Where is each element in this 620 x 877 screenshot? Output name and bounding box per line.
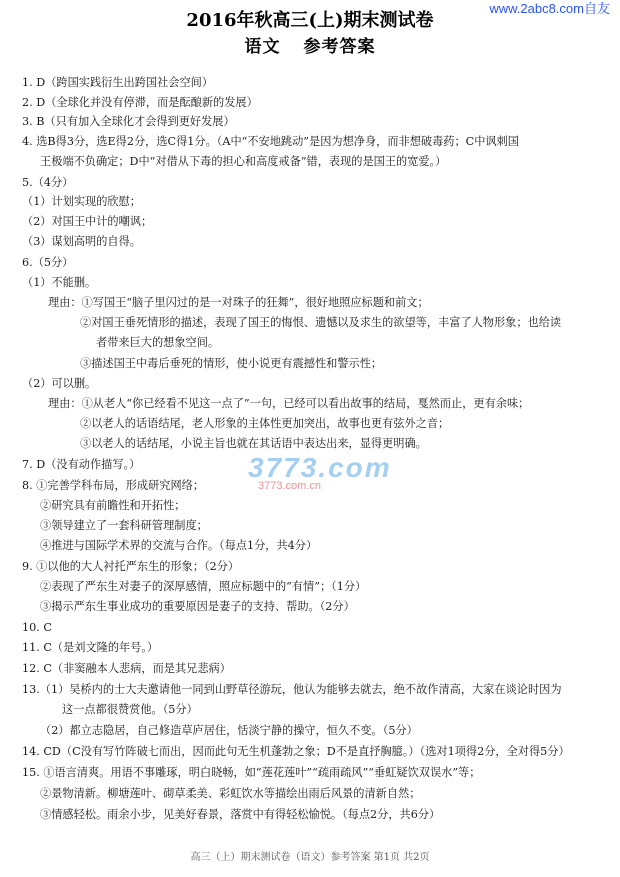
answer-line: （2）对国王中计的嘲讽；	[22, 215, 153, 228]
answer-line: 6.（5分）	[22, 256, 74, 269]
answer-line: ②以老人的话语结尾，老人形象的主体性更加突出，故事也更有弦外之音；	[80, 417, 450, 430]
answer-line: 12. C（非窦融本人悲病，而是其兄悲病）	[22, 662, 231, 675]
answer-line: ②表现了严东生对妻子的深厚感情，照应标题中的“有情”；（1分）	[40, 580, 367, 593]
site-url-watermark: 3773.com.cn	[258, 480, 321, 492]
answer-line: ③描述国王中毒后垂死的情形，使小说更有震撼性和警示性；	[80, 357, 383, 370]
site-watermark: www.2abc8.com自友	[489, 1, 610, 16]
document-subtitle	[0, 32, 620, 57]
answer-line: 11. C（是刘文隆的年号。）	[22, 641, 159, 654]
answer-line: ②对国王垂死情形的描述，表现了国王的悔恨、遗憾以及求生的欲望等，丰富了人物形象；也给读	[80, 316, 562, 329]
answer-line: （1）计划实现的欣慰；	[22, 195, 141, 208]
answer-line: （1）不能删。	[22, 276, 97, 289]
answer-line: 10. C	[22, 621, 52, 634]
document-title: 2016年秋高三(上)期末测试卷	[186, 10, 434, 31]
answer-line: （3）谋划高明的自得。	[22, 235, 141, 248]
answer-line: （2）都立志隐居，自己修造草庐居住，恬淡宁静的操守，恒久不变。（5分）	[40, 724, 418, 737]
page-footer: 高三（上）期末测试卷（语文）参考答案 第1页 共2页	[190, 852, 430, 863]
answers-label: 参考答案	[303, 37, 376, 57]
answer-line: 者带来巨大的想象空间。	[96, 336, 220, 349]
answer-line: （2）可以删。	[22, 377, 97, 390]
answer-line: 8. ①完善学科布局，形成研究网络；	[22, 479, 205, 492]
answer-line: 9. ①以他的大人衬托严东生的形象；（2分）	[22, 560, 240, 573]
answer-line: ④推进与国际学术界的交流与合作。（每点1分，共4分）	[40, 539, 318, 552]
answer-line: 理由：①从老人“你已经看不见这一点了”一句，已经可以看出故事的结局，戛然而止，更有余味；	[48, 397, 530, 410]
answer-line: 理由：①写国王“脑子里闪过的是一对珠子的狂舞”，很好地照应标题和前文；	[48, 296, 429, 309]
answer-line: 4. 选B得3分，选E得2分，选C得1分。（A中“不安地跳动”是因为想净身，而非想破毒药；C中讽刺国	[22, 135, 519, 148]
answer-line: 1. D（跨国实践衍生出跨国社会空间）	[22, 76, 214, 89]
answer-line: ③领导建立了一套科研管理制度；	[40, 519, 208, 532]
answer-line: ③揭示严东生事业成功的重要原因是妻子的支持、帮助。（2分）	[40, 600, 355, 613]
subject-label: 语文	[244, 37, 281, 57]
site-logo-watermark: 3773.com	[248, 452, 392, 483]
answer-line: ③以老人的话结尾，小说主旨也就在其话语中表达出来，显得更明确。	[80, 437, 427, 450]
answer-line: 13.（1）吴桥内的士大夫邀请他一同到山野草径游玩，他认为能够去就去，绝不故作清高，大家在谈论时因为	[22, 683, 562, 696]
answer-line: 王极端不负确定；D中“对借从下毒的担心和高度戒备”错，表现的是国王的宽爱。）	[40, 155, 447, 168]
answer-line: 2. D（全球化并没有停滞，而是酝酿新的发展）	[22, 96, 258, 109]
answer-line: ③情感轻松。雨余小步，见美好春景，落赏中有得轻松愉悦。（每点2分，共6分）	[40, 808, 441, 821]
answer-line: 这一点都很赞赏他。（5分）	[62, 703, 198, 716]
answer-line: ②景物清新。柳塘莲叶、砌草柔美、彩虹饮水等描绘出雨后风景的清新自然；	[40, 787, 421, 800]
answer-line: 3. B（只有加入全球化才会得到更好发展）	[22, 115, 235, 128]
answer-line: ②研究具有前瞻性和开拓性；	[40, 499, 186, 512]
answer-line: 14. CD（C没有写竹阵破七而出，因而此句无生机蓬勃之象；D不是直抒胸臆。）（选对1项得2分，全对得5分）	[22, 745, 570, 758]
answer-line: 15. ①语言清爽。用语不事雕琢，明白晓畅，如“莲花莲叶”“疏雨疏风”“垂虹疑饮双误水”等；	[22, 766, 481, 779]
answer-line: 5.（4分）	[22, 176, 74, 189]
answer-line: 7. D（没有动作描写。）	[22, 458, 141, 471]
